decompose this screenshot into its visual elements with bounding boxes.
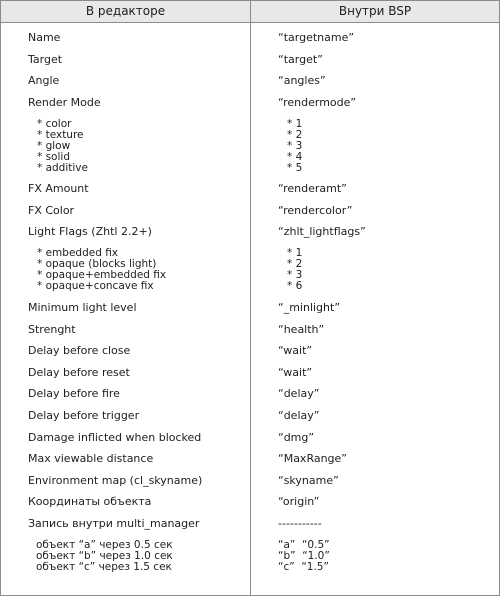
row-editor-fx-color: FX Color: [28, 204, 75, 217]
multi-manager-example-bsp: “c” “1.5”: [278, 561, 329, 573]
row-bsp-damage: “dmg”: [278, 431, 315, 444]
light-flag-option-editor: * embedded fix: [37, 247, 119, 259]
light-flag-option-bsp: * 6: [287, 280, 303, 292]
row-editor-delay-close: Delay before close: [28, 344, 131, 357]
render-mode-option-bsp: * 5: [287, 162, 303, 174]
render-mode-option-bsp: * 4: [287, 151, 303, 163]
row-editor-origin: Координаты объекта: [28, 495, 152, 508]
row-bsp-delay-close: “wait”: [278, 344, 313, 357]
multi-manager-example-bsp: “b” “1.0”: [278, 550, 330, 562]
header-editor: В редакторе: [1, 1, 250, 22]
render-mode-option-editor: * glow: [37, 140, 71, 152]
row-editor-name: Name: [28, 31, 61, 44]
header-bsp: Внутри BSP: [251, 1, 499, 22]
row-editor-delay-reset: Delay before reset: [28, 366, 130, 379]
multi-manager-example-editor: объект “a” через 0.5 сек: [36, 539, 173, 551]
row-bsp-fx-amount: “renderamt”: [278, 182, 347, 195]
row-editor-multi-manager: Запись внутри multi_manager: [28, 517, 200, 530]
row-editor-minimum-light: Minimum light level: [28, 301, 137, 314]
render-mode-option-editor: * additive: [37, 162, 88, 174]
row-bsp-max-distance: “MaxRange”: [278, 452, 348, 465]
row-bsp-multi-manager: -----------: [278, 517, 322, 530]
row-editor-target: Target: [28, 53, 63, 66]
row-bsp-minimum-light: “_minlight”: [278, 301, 341, 314]
row-bsp-environment-map: “skyname”: [278, 474, 339, 487]
row-bsp-name: “targetname”: [278, 31, 355, 44]
render-mode-option-editor: * texture: [37, 129, 84, 141]
row-bsp-origin: “origin”: [278, 495, 320, 508]
row-bsp-target: “target”: [278, 53, 323, 66]
light-flag-option-editor: * opaque+embedded fix: [37, 269, 167, 281]
row-editor-fx-amount: FX Amount: [28, 182, 89, 195]
light-flag-option-bsp: * 2: [287, 258, 303, 270]
multi-manager-example-editor: объект “c” через 1.5 сек: [36, 561, 172, 573]
row-bsp-strength: “health”: [278, 323, 325, 336]
row-bsp-delay-trigger: “delay”: [278, 409, 320, 422]
row-editor-delay-trigger: Delay before trigger: [28, 409, 140, 422]
row-editor-damage: Damage inflicted when blocked: [28, 431, 202, 444]
light-flag-option-bsp: * 3: [287, 269, 303, 281]
row-editor-render-mode: Render Mode: [28, 96, 101, 109]
multi-manager-example-bsp: “a” “0.5”: [278, 539, 330, 551]
render-mode-option-editor: * color: [37, 118, 72, 130]
row-editor-max-distance: Max viewable distance: [28, 452, 154, 465]
light-flag-option-editor: * opaque (blocks light): [37, 258, 157, 270]
row-bsp-angle: “angles”: [278, 74, 326, 87]
row-bsp-light-flags: “zhlt_lightflags”: [278, 225, 366, 238]
render-mode-option-bsp: * 3: [287, 140, 303, 152]
row-bsp-render-mode: “rendermode”: [278, 96, 357, 109]
render-mode-option-editor: * solid: [37, 151, 70, 163]
row-editor-angle: Angle: [28, 74, 60, 87]
row-editor-light-flags: Light Flags (Zhtl 2.2+): [28, 225, 152, 238]
row-editor-strength: Strenght: [28, 323, 76, 336]
row-bsp-delay-fire: “delay”: [278, 387, 320, 400]
multi-manager-example-editor: объект “b” через 1.0 сек: [36, 550, 173, 562]
row-editor-environment-map: Environment map (cl_skyname): [28, 474, 203, 487]
render-mode-option-bsp: * 1: [287, 118, 303, 130]
light-flag-option-editor: * opaque+concave fix: [37, 280, 154, 292]
light-flag-option-bsp: * 1: [287, 247, 303, 259]
row-bsp-delay-reset: “wait”: [278, 366, 313, 379]
row-editor-delay-fire: Delay before fire: [28, 387, 120, 400]
row-bsp-fx-color: “rendercolor”: [278, 204, 353, 217]
render-mode-option-bsp: * 2: [287, 129, 303, 141]
column-divider: [250, 1, 251, 595]
